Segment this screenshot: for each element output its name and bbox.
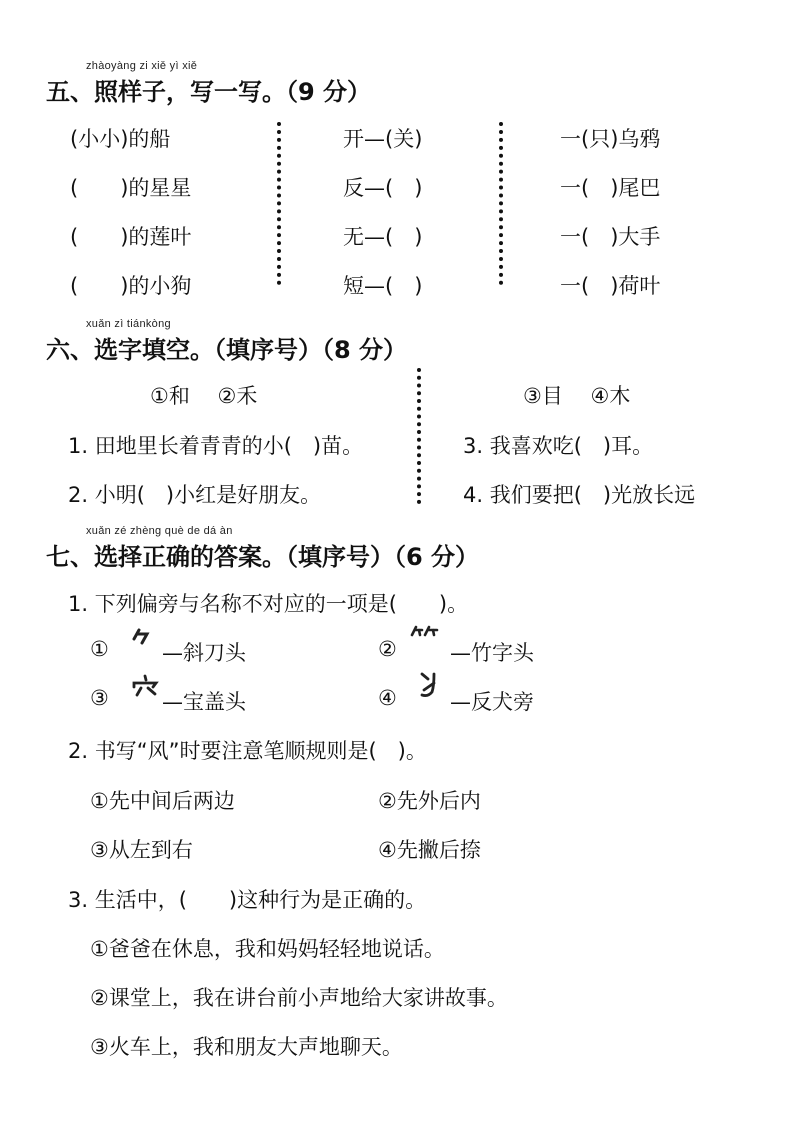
s7-q1-option2-number[interactable]: ② — [378, 637, 397, 661]
s7-q3-stem[interactable]: 3. 生活中，( )这种行为是正确的。 — [68, 888, 427, 912]
s5-pinyin: zhàoyàng zi xiě yì xiě — [86, 60, 198, 72]
s5-col1-row4[interactable]: ( )的小狗 — [70, 274, 192, 298]
s6-right-options: ③目 ④木 — [523, 384, 631, 408]
s5-col2-row3[interactable]: 无—( ) — [343, 225, 423, 249]
s7-q3-option3[interactable]: ③火车上，我和朋友大声地聊天。 — [90, 1035, 403, 1059]
s7-q1-stem[interactable]: 1. 下列偏旁与名称不对应的一项是( )。 — [68, 592, 469, 616]
s7-q2-stem[interactable]: 2. 书写“风”时要注意笔顺规则是( )。 — [68, 739, 427, 763]
s6-question-2[interactable]: 2. 小明( )小红是好朋友。 — [68, 483, 322, 507]
s7-q1-option4-number[interactable]: ④ — [378, 686, 397, 710]
radical-bao-gai-tou-icon — [130, 673, 160, 703]
s5-col3-row1: 一(只)乌鸦 — [560, 127, 661, 151]
s7-q2-option3[interactable]: ③从左到右 — [90, 838, 193, 862]
s7-q1-option3-number[interactable]: ③ — [90, 686, 109, 710]
s5-col3-row2[interactable]: 一( )尾巴 — [560, 176, 661, 200]
s6-left-options: ①和 ②禾 — [150, 384, 258, 408]
dotted-divider — [417, 368, 421, 504]
s5-col2-row4[interactable]: 短—( ) — [343, 274, 423, 298]
s7-q1-option4-name[interactable]: —反犬旁 — [450, 690, 534, 714]
dotted-divider — [277, 122, 281, 285]
s7-pinyin: xuǎn zé zhèng què de dá àn — [86, 525, 233, 537]
s5-col2-row1: 开—(关) — [343, 127, 423, 151]
dotted-divider — [499, 122, 503, 285]
radical-fan-quan-pang-icon — [414, 670, 444, 700]
s7-q1-option1-name[interactable]: —斜刀头 — [162, 641, 246, 665]
s6-question-3[interactable]: 3. 我喜欢吃( )耳。 — [463, 434, 654, 458]
s7-q1-option3-name[interactable]: —宝盖头 — [162, 690, 246, 714]
s5-col3-row4[interactable]: 一( )荷叶 — [560, 274, 661, 298]
s7-q1-option1-number[interactable]: ① — [90, 637, 109, 661]
s5-col1-row1: (小小)的船 — [70, 127, 171, 151]
s5-title: 五、照样子，写一写。（9 分） — [46, 78, 372, 106]
s5-col1-row2[interactable]: ( )的星星 — [70, 176, 192, 200]
s7-q2-option4[interactable]: ④先撇后捺 — [378, 838, 481, 862]
s5-col2-row2[interactable]: 反—( ) — [343, 176, 423, 200]
s7-q1-option2-name[interactable]: —竹字头 — [450, 641, 534, 665]
radical-zhu-zi-tou-icon — [410, 624, 440, 654]
s5-col1-row3[interactable]: ( )的莲叶 — [70, 225, 192, 249]
s7-q2-option1[interactable]: ①先中间后两边 — [90, 789, 235, 813]
s5-col3-row3[interactable]: 一( )大手 — [560, 225, 661, 249]
s6-title: 六、选字填空。（填序号）（8 分） — [46, 336, 408, 364]
radical-xie-dao-tou-icon — [130, 626, 160, 656]
s7-title: 七、选择正确的答案。（填序号）（6 分） — [46, 543, 480, 571]
s7-q3-option2[interactable]: ②课堂上，我在讲台前小声地给大家讲故事。 — [90, 986, 508, 1010]
s6-question-1[interactable]: 1. 田地里长着青青的小( )苗。 — [68, 434, 364, 458]
s6-question-4[interactable]: 4. 我们要把( )光放长远 — [463, 483, 696, 507]
s7-q3-option1[interactable]: ①爸爸在休息，我和妈妈轻轻地说话。 — [90, 937, 445, 961]
s6-pinyin: xuǎn zì tiánkòng — [86, 318, 171, 330]
s7-q2-option2[interactable]: ②先外后内 — [378, 789, 481, 813]
